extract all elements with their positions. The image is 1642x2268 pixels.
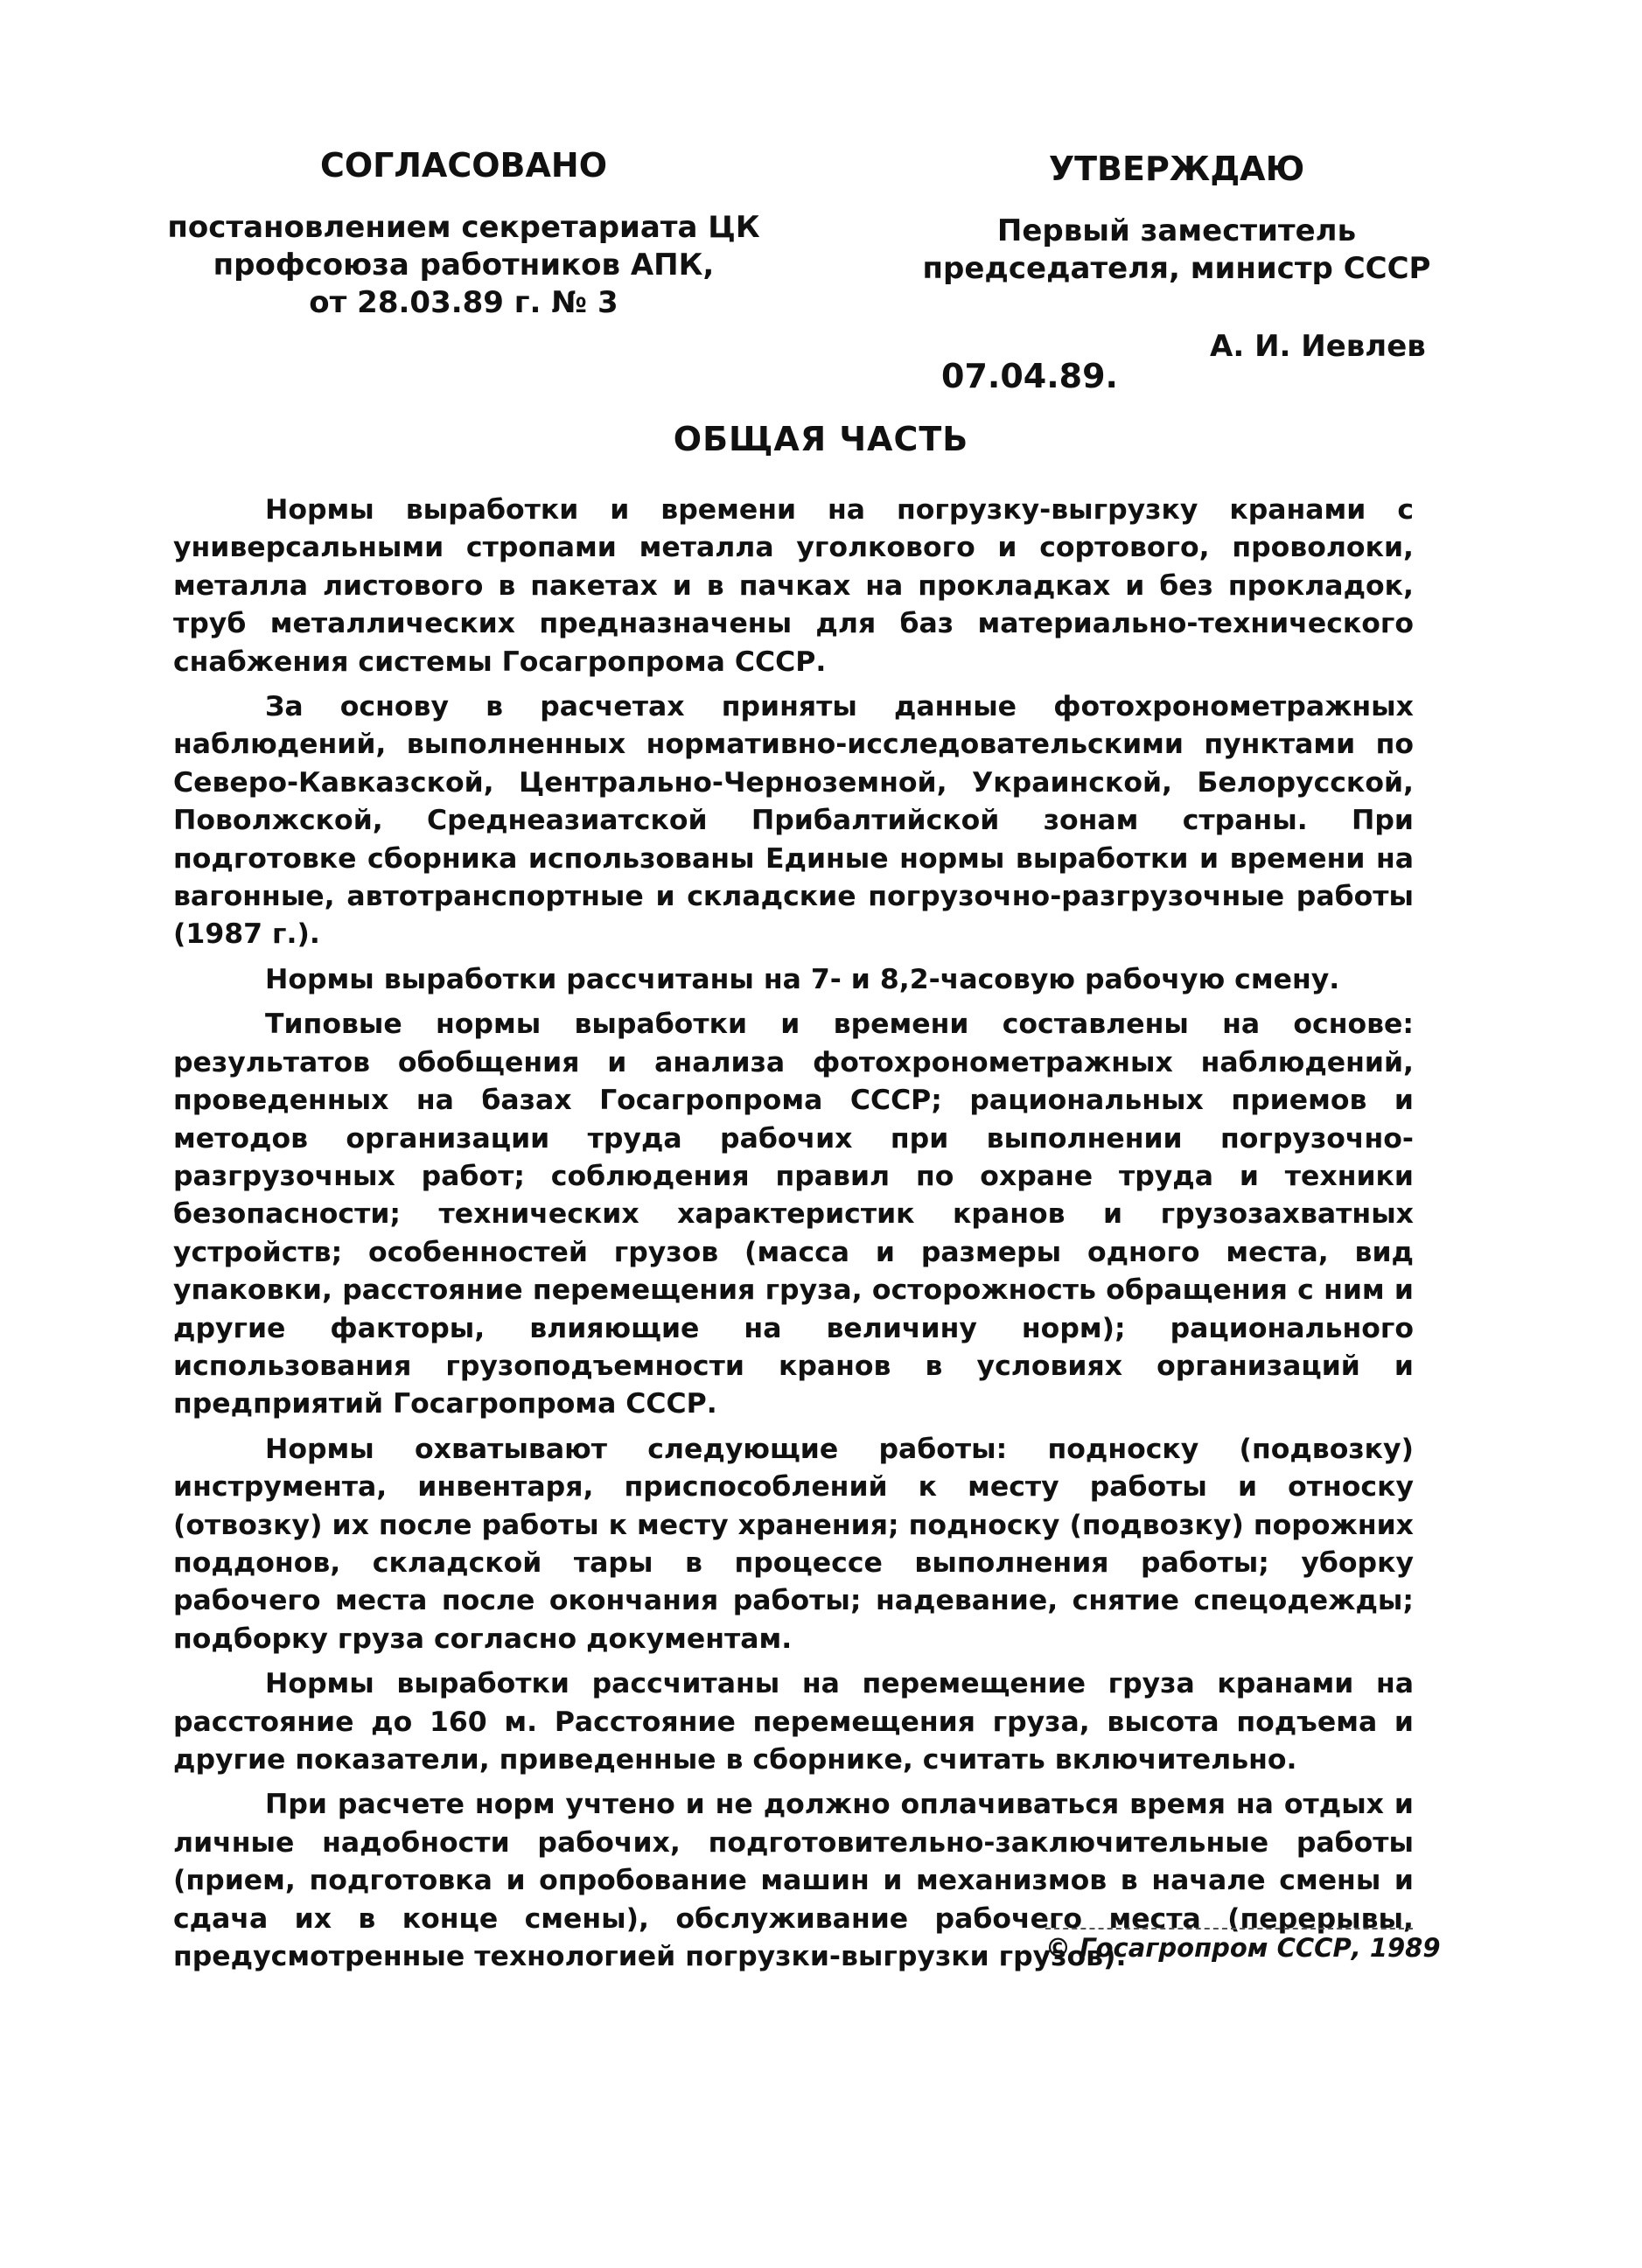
body-text	[173, 492, 1414, 1983]
confirmation-heading: УТВЕРЖДАЮ	[1048, 150, 1305, 188]
approval-heading: СОГЛАСОВАНО	[319, 146, 608, 185]
confirmation-line: Первый заместитель	[996, 213, 1357, 248]
signer-name: А. И. Иевлев	[1210, 329, 1426, 364]
approval-date: 07.04.89.	[941, 357, 1118, 395]
approval-block	[131, 147, 796, 322]
copyright-notice: © Госагропром СССР, 1989	[1045, 1928, 1413, 1963]
confirmation-line: председателя, министр СССР	[922, 251, 1431, 286]
paragraph: За основу в расчетах приняты данные фотохронометражных наблюдений, выполненных нормативно-исследовательскими пунктами по Северо-Кавказской, Центрально-Черноземной, Украинской, Белорусской, Поволжской, Среднеазиатской Прибалтийской зонам страны. При подготовке сборника использованы Единые нормы выработки и времени на вагонные, автотранспортные и складские погрузочно-разгрузочные работы (1987 г.).	[173, 691, 1414, 951]
paragraph: Нормы выработки рассчитаны на 7- и 8,2-часовую рабочую смену.	[265, 963, 1340, 995]
approval-line: от 28.03.89 г. № 3	[309, 285, 618, 320]
paragraph: Нормы охватывают следующие работы: подноску (подвозку) инструмента, инвентаря, приспособлений к месту работы и относку (отвозку) их после работы к месту хранения; подноску (подвозку) порожних поддонов, складской тары в процессе выполнения работы; уборку рабочего места после окончания работы; надевание, снятие спецодежды; подборку груза согласно документам.	[173, 1433, 1414, 1655]
paragraph: Типовые нормы выработки и времени составлены на основе: результатов обобщения и анализа фотохронометражных наблюдений, проведенных на базах Госагропрома СССР; рациональных приемов и методов организации труда рабочих при выполнении погрузочно-разгрузочных работ; соблюдения правил по охране труда и техники безопасности; технических характеристик кранов и грузозахватных устройств; особенностей грузов (масса и размеры одного места, вид упаковки, расстояние перемещения груза, осторожность обращения с ним и другие факторы, влияющие на величину норм); рационального использования грузоподъемности кранов в условиях организаций и предприятий Госагропрома СССР.	[173, 1008, 1414, 1420]
paragraph: При расчете норм учтено и не должно оплачиваться время на отдых и личные надобности рабочих, подготовительно-заключительные работы (прием, подготовка и опробование машин и механизмов в начале смены и сдача их в конце смены), обслуживание рабочего места (перерывы, предусмотренные технологией погрузки-выгрузки грузов).	[173, 1789, 1414, 1973]
confirmation-block	[901, 150, 1452, 288]
paragraph: Нормы выработки и времени на погрузку-выгрузку кранами с универсальными стропами металла уголкового и сортового, проволоки, металла листового в пакетах и в пачках на прокладках и без прокладок, труб металлических предназначены для баз материально-технического снабжения системы Госагропрома СССР.	[173, 494, 1414, 678]
approval-line: постановлением секретариата ЦК	[167, 210, 760, 245]
section-title: ОБЩАЯ ЧАСТЬ	[673, 420, 969, 458]
paragraph: Нормы выработки рассчитаны на перемещение груза кранами на расстояние до 160 м. Расстояние перемещения груза, высота подъема и другие показатели, приведенные в сборнике, считать включительно.	[173, 1668, 1414, 1776]
approval-line: профсоюза работников АПК,	[213, 248, 715, 283]
